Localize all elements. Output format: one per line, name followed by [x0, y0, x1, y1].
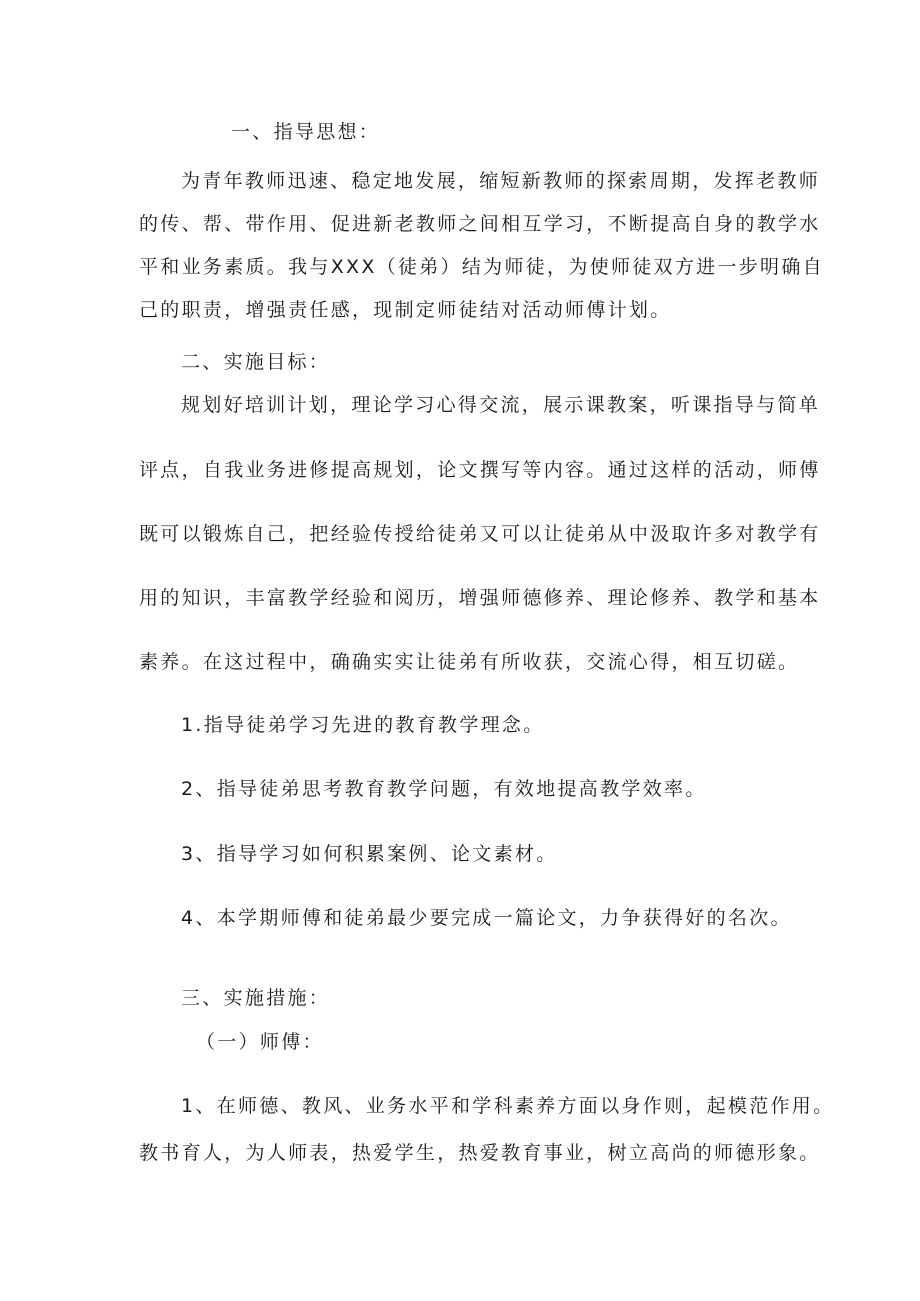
- paragraph-line: 的传、帮、带作用、促进新老教师之间相互学习，不断提高自身的教学水: [139, 213, 821, 235]
- paragraph-line: 为青年教师迅速、稳定地发展，缩短新教师的探索周期，发挥老教师: [181, 170, 821, 192]
- paragraph-line: 用的知识，丰富教学经验和阅历，增强师德修养、理论修养、教学和基本: [139, 587, 821, 609]
- list-item: 1.指导徒弟学习先进的教育教学理念。: [181, 714, 545, 736]
- paragraph-line: 教书育人，为人师表，热爱学生，热爱教育事业，树立高尚的师德形象。: [139, 1142, 821, 1164]
- list-item: 2、指导徒弟思考教育教学问题，有效地提高教学效率。: [181, 778, 707, 800]
- paragraph-line: 既可以锻炼自己，把经验传授给徒弟又可以让徒弟从中汲取许多对教学有: [139, 523, 821, 545]
- paragraph-line: 己的职责，增强责任感，现制定师徒结对活动师傅计划。: [139, 299, 672, 321]
- list-item: 3、指导学习如何积累案例、论文素材。: [181, 843, 558, 865]
- paragraph-line: 规划好培训计划，理论学习心得交流，展示课教案，听课指导与简单: [181, 394, 821, 416]
- section-heading-objectives: 二、实施目标：: [181, 351, 331, 373]
- subsection-heading-mentor: （一）师傅：: [196, 1031, 324, 1053]
- section-heading-measures: 三、实施措施：: [181, 987, 331, 1009]
- paragraph-line: 素养。在这过程中，确确实实让徒弟有所收获，交流心得，相互切磋。: [139, 651, 800, 673]
- paragraph-line: 平和业务素质。我与XXX（徒弟）结为师徒，为使师徒双方进一步明确自: [139, 256, 824, 278]
- section-heading-guiding-thought: 一、指导思想：: [231, 121, 381, 143]
- paragraph-line: 评点，自我业务进修提高规划，论文撰写等内容。通过这样的活动，师傅: [139, 459, 821, 481]
- paragraph-line: 1、在师德、教风、业务水平和学科素养方面以身作则，起模范作用。: [181, 1095, 835, 1117]
- list-item: 4、本学期师傅和徒弟最少要完成一篇论文，力争获得好的名次。: [181, 907, 792, 929]
